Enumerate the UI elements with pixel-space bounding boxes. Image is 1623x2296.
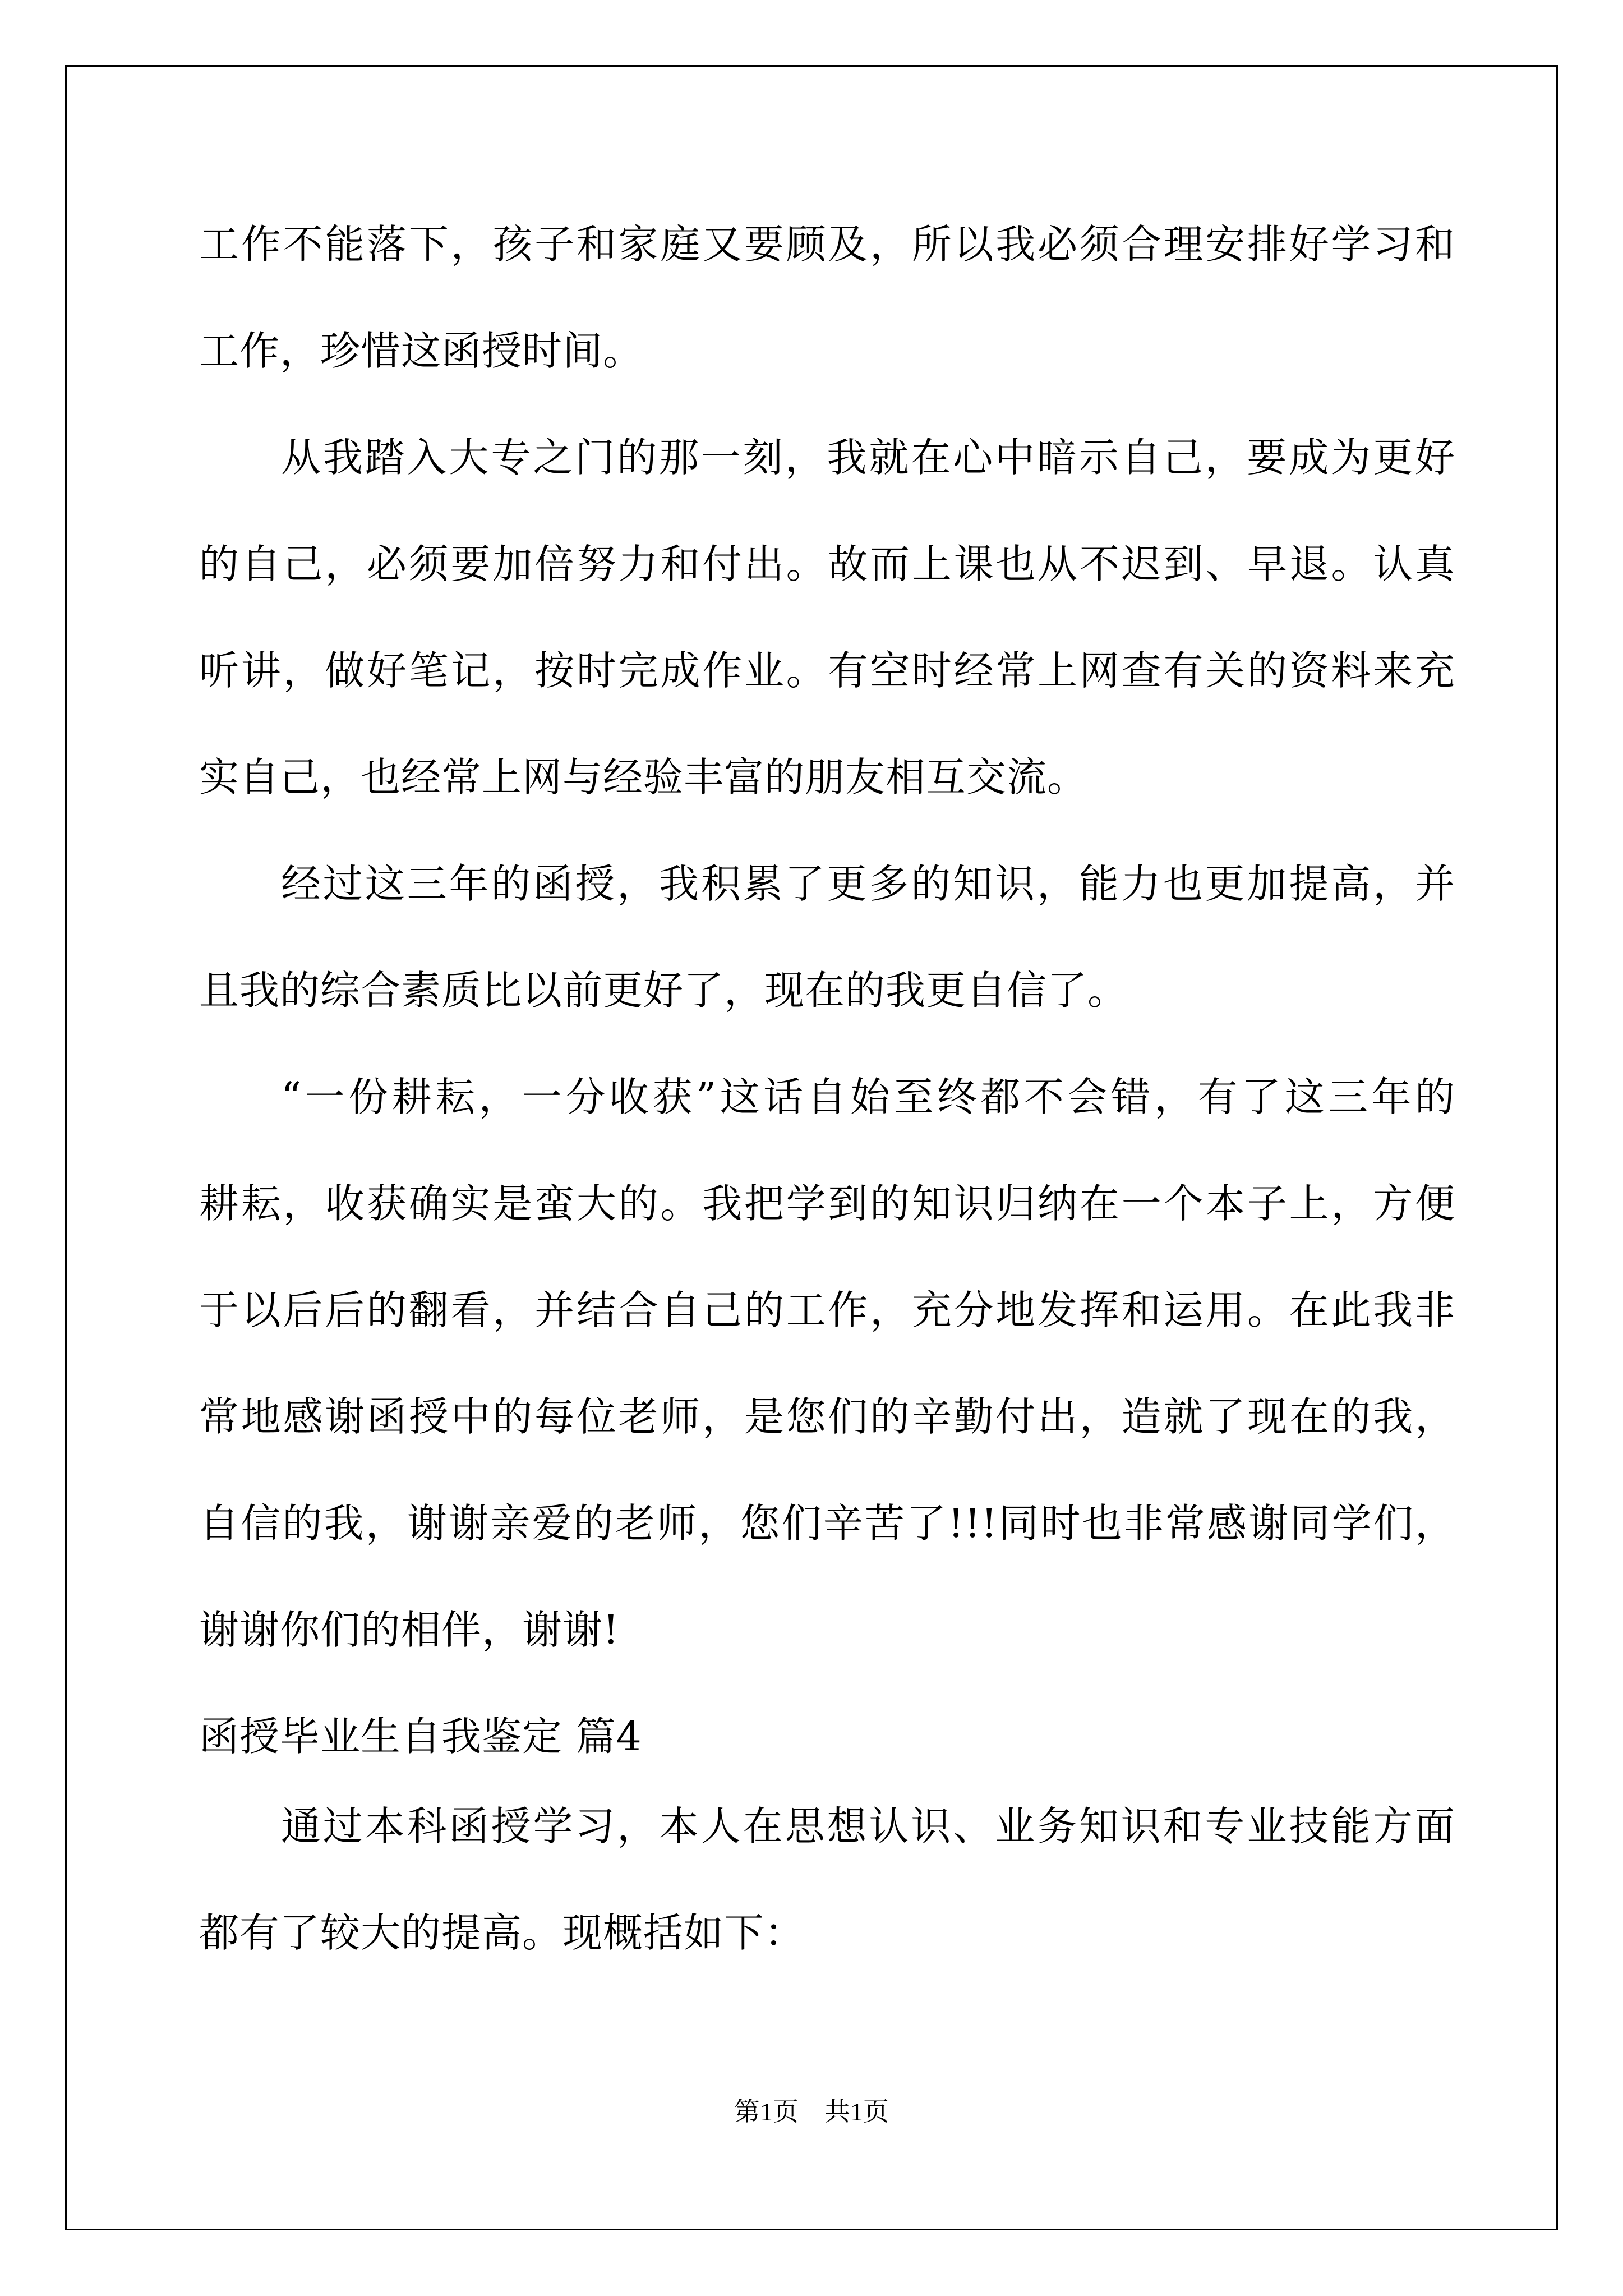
body-text-line: 常地感谢函授中的每位老师，是您们的辛勤付出，造就了现在的我， <box>199 1393 1455 1440</box>
paragraph-first-line: 从我踏入大专之门的那一刻，我就在心中暗示自己，要成为更好 <box>281 434 1455 481</box>
paragraph-first-line: “一份耕耘，一分收获”这话自始至终都不会错，有了这三年的 <box>281 1074 1455 1120</box>
body-text-line: 工作，珍惜这函授时间。 <box>199 328 644 374</box>
paragraph-first-line: 经过这三年的函授，我积累了更多的知识，能力也更加提高，并 <box>281 861 1455 907</box>
body-text-line: 都有了较大的提高。现概括如下： <box>199 1910 805 1956</box>
body-text-line: 的自己，必须要加倍努力和付出。故而上课也从不迟到、早退。认真 <box>199 541 1455 587</box>
body-text-line: 实自己，也经常上网与经验丰富的朋友相互交流。 <box>199 754 1088 800</box>
body-text-line: 谢谢你们的相伴，谢谢! <box>199 1607 620 1653</box>
body-text-line: 于以后后的翻看，并结合自己的工作，充分地发挥和运用。在此我非 <box>199 1287 1455 1333</box>
body-text-line: 且我的综合素质比以前更好了，现在的我更自信了。 <box>199 967 1128 1014</box>
body-text-line: 耕耘，收获确实是蛮大的。我把学到的知识归纳在一个本子上，方便 <box>199 1180 1455 1227</box>
paragraph-first-line: 通过本科函授学习，本人在思想认识、业务知识和专业技能方面 <box>281 1803 1455 1849</box>
document-body <box>199 214 1455 2009</box>
section-heading: 函授毕业生自我鉴定 篇4 <box>199 1713 642 1760</box>
page-number-footer: 第1页 共1页 <box>734 2097 889 2126</box>
body-text-line: 自信的我，谢谢亲爱的老师，您们辛苦了!!!同时也非常感谢同学们， <box>199 1500 1455 1547</box>
body-text-line: 工作不能落下，孩子和家庭又要顾及，所以我必须合理安排好学习和 <box>199 221 1455 268</box>
body-text-line: 听讲，做好笔记，按时完成作业。有空时经常上网查有关的资料来充 <box>199 647 1455 694</box>
